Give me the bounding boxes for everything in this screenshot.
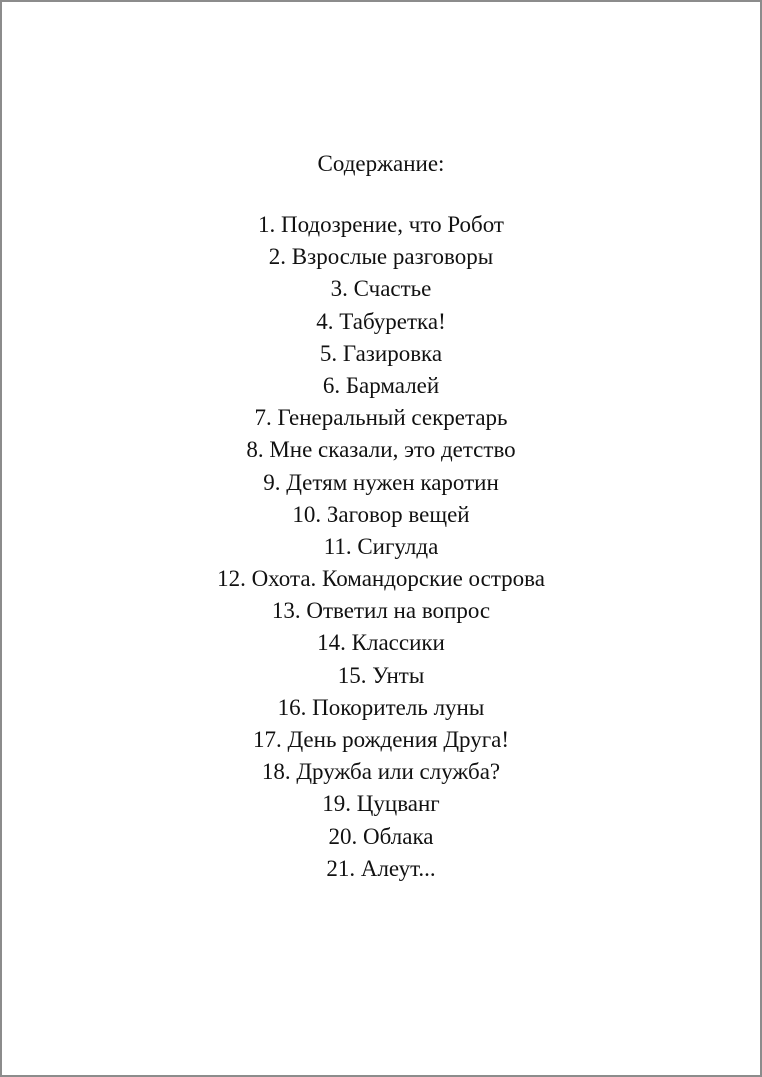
toc-entry: 19. Цуцванг bbox=[322, 791, 440, 817]
toc-entry: 15. Унты bbox=[337, 662, 425, 688]
toc-entry: 11. Сигулда bbox=[323, 533, 439, 559]
toc-entry: 8. Мне сказали, это детство bbox=[246, 437, 516, 463]
toc-entry: 2. Взрослые разговоры bbox=[268, 244, 494, 270]
toc-entry: 18. Дружба или служба? bbox=[261, 759, 501, 785]
toc-title: Содержание: bbox=[317, 151, 445, 176]
toc-entry: 21. Алеут... bbox=[326, 855, 436, 881]
table-of-contents bbox=[2, 144, 760, 885]
toc-entry: 13. Ответил на вопрос bbox=[271, 598, 491, 624]
toc-entry: 17. День рождения Друга! bbox=[252, 727, 510, 752]
toc-list bbox=[2, 209, 760, 885]
toc-entry: 3. Счастье bbox=[330, 276, 432, 302]
toc-entry: 6. Бармалей bbox=[322, 372, 440, 398]
toc-entry: 10. Заговор вещей bbox=[292, 501, 470, 527]
toc-entry: 9. Детям нужен каротин bbox=[263, 469, 499, 495]
toc-entry: 12. Охота. Командорские острова bbox=[217, 566, 545, 592]
toc-entry: 4. Табуретка! bbox=[316, 308, 446, 334]
toc-entry: 7. Генеральный секретарь bbox=[254, 405, 508, 431]
toc-entry: 14. Классики bbox=[317, 630, 445, 656]
toc-entry: 20. Облака bbox=[328, 823, 434, 849]
toc-entry: 1. Подозрение, что Робот bbox=[257, 212, 504, 237]
toc-entry: 5. Газировка bbox=[319, 340, 443, 366]
toc-entry: 16. Покоритель луны bbox=[277, 694, 485, 720]
